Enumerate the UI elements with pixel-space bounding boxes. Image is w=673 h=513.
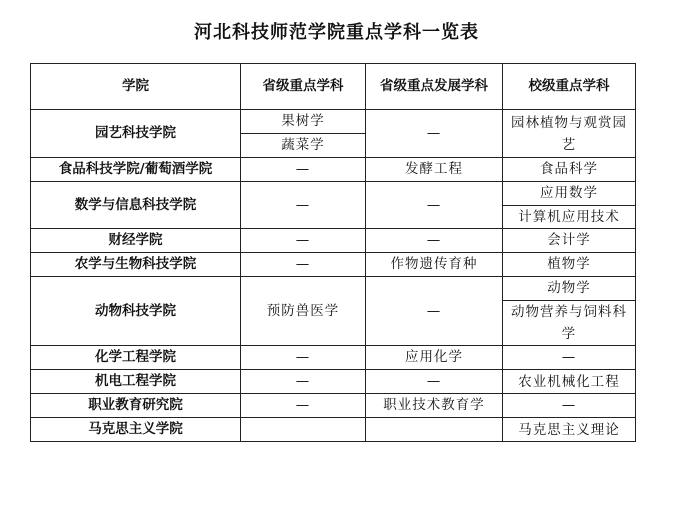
provincial-cell: 预防兽医学 [241,277,366,346]
school-cell: 会计学 [503,229,636,253]
header-provincial: 省级重点学科 [241,64,366,110]
provincial-cell: — [241,253,366,277]
table-row [31,346,636,370]
header-school: 校级重点学科 [503,64,636,110]
table-row [31,110,636,134]
provincial-cell: — [241,158,366,182]
school-cell: 农业机械化工程 [503,370,636,394]
development-cell: — [366,182,503,229]
table-row [31,182,636,206]
development-cell: — [366,229,503,253]
college-cell: 马克思主义学院 [31,418,241,442]
college-cell: 财经学院 [31,229,241,253]
discipline-table [30,63,636,442]
development-cell: 作物遗传育种 [366,253,503,277]
table-row [31,253,636,277]
development-cell [366,418,503,442]
table-row [31,418,636,442]
provincial-cell [241,418,366,442]
college-cell: 机电工程学院 [31,370,241,394]
header-row [31,64,636,110]
table-row [31,158,636,182]
provincial-cell: — [241,370,366,394]
table-row [31,229,636,253]
college-cell: 园艺科技学院 [31,110,241,158]
provincial-cell: 果树学 [241,110,366,134]
table-row [31,277,636,301]
school-cell: 植物学 [503,253,636,277]
development-cell: — [366,370,503,394]
provincial-cell: — [241,182,366,229]
college-cell: 化学工程学院 [31,346,241,370]
table-row [31,370,636,394]
school-cell: 马克思主义理论 [503,418,636,442]
development-cell: 职业技术教育学 [366,394,503,418]
page-title: 河北科技师范学院重点学科一览表 [194,22,479,43]
header-development: 省级重点发展学科 [366,64,503,110]
provincial-cell: — [241,229,366,253]
college-cell: 食品科技学院/葡萄酒学院 [31,158,241,182]
college-cell: 数学与信息科技学院 [31,182,241,229]
college-cell: 动物科技学院 [31,277,241,346]
provincial-cell: 蔬菜学 [241,134,366,158]
provincial-cell: — [241,346,366,370]
school-cell: 计算机应用技术 [503,206,636,229]
school-cell: — [503,394,636,418]
development-cell: — [366,110,503,158]
development-cell: 发酵工程 [366,158,503,182]
provincial-cell: — [241,394,366,418]
school-cell: 应用数学 [503,182,636,206]
school-cell: 食品科学 [503,158,636,182]
college-cell: 职业教育研究院 [31,394,241,418]
school-cell: — [503,346,636,370]
school-cell: 动物学 [503,277,636,301]
school-cell: 动物营养与饲料科学 [503,301,636,346]
school-cell: 园林植物与观赏园艺 [503,110,636,158]
development-cell: — [366,277,503,346]
header-college: 学院 [31,64,241,110]
development-cell: 应用化学 [366,346,503,370]
table-row [31,394,636,418]
college-cell: 农学与生物科技学院 [31,253,241,277]
